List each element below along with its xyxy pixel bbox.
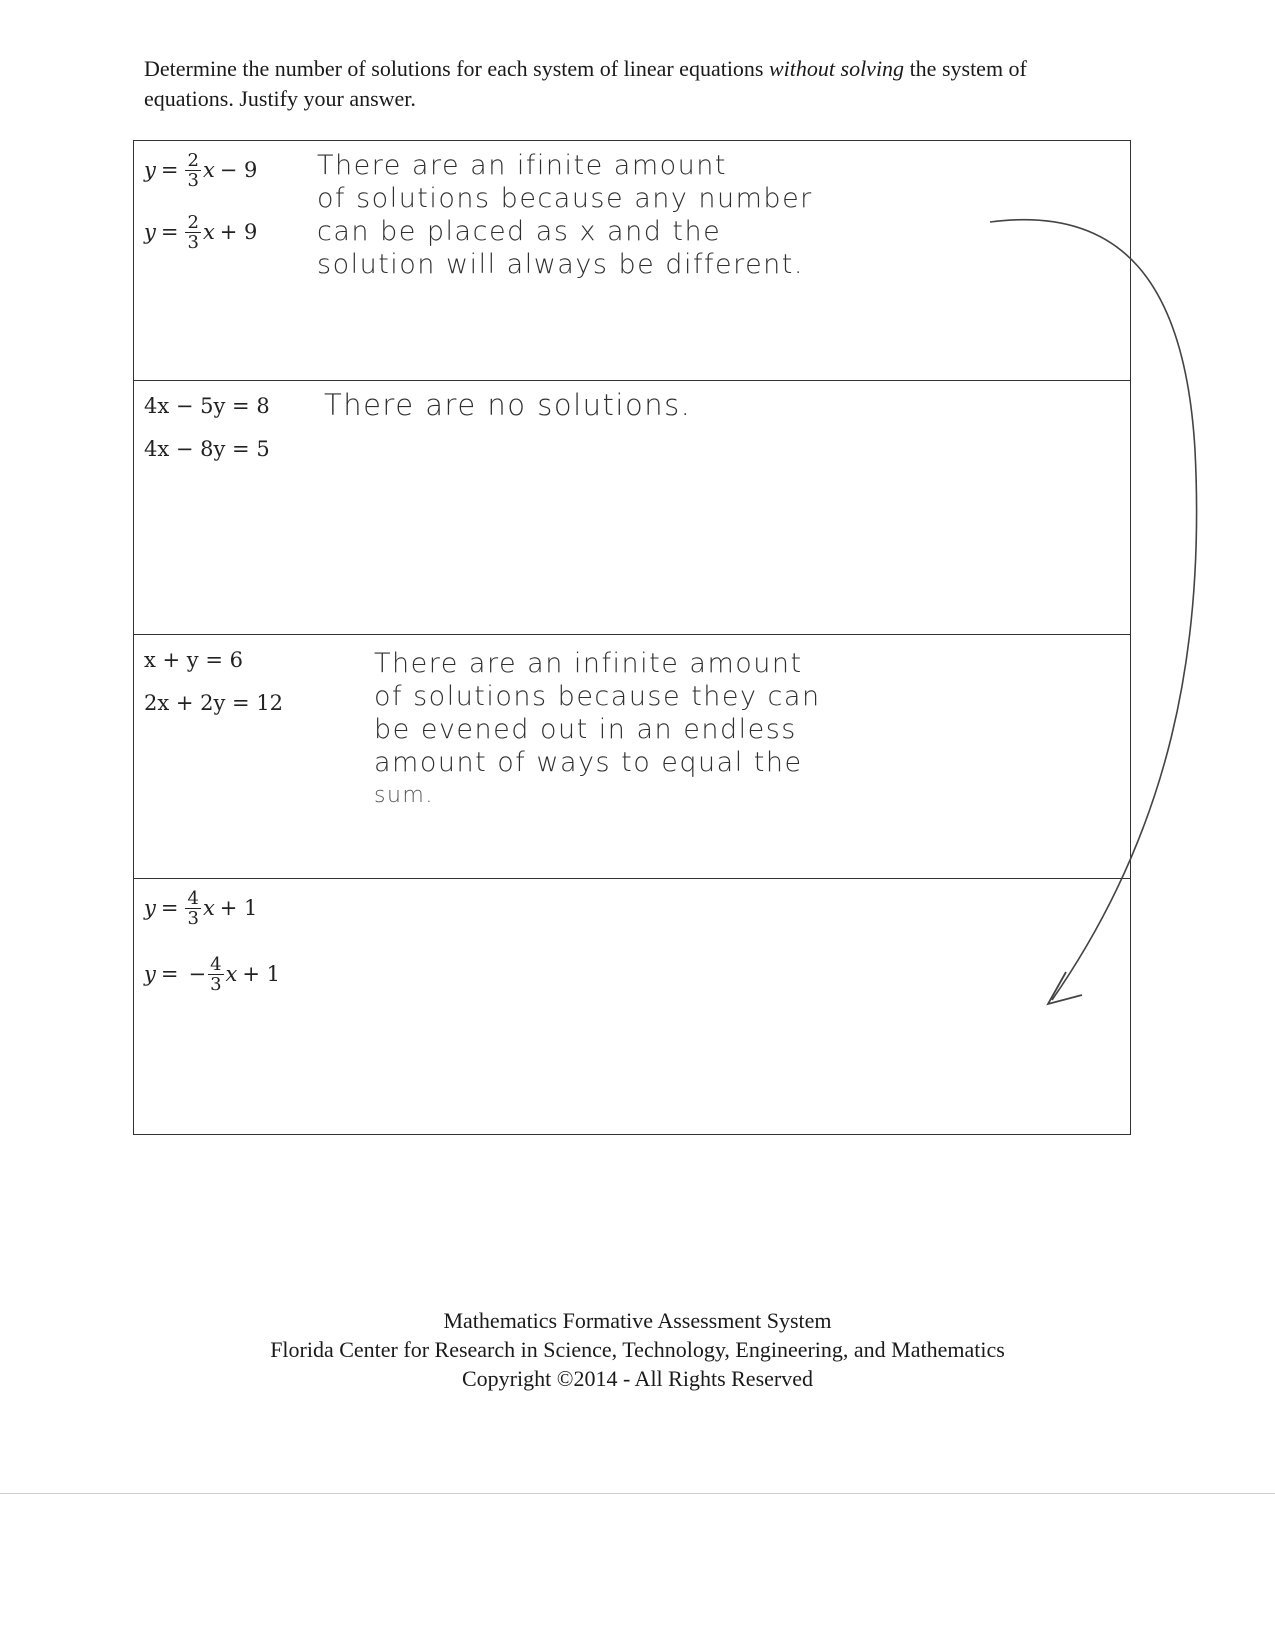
fraction: $\frac{4}{3}$ bbox=[210, 953, 222, 995]
handwritten-answer-2: There are no solutions. bbox=[324, 388, 692, 422]
problems-table bbox=[133, 140, 1131, 1135]
equation-3b: 2x + 2y = 12 bbox=[144, 691, 284, 715]
equation-system-3 bbox=[144, 637, 283, 726]
equation-2a: 4x − 5y = 8 bbox=[144, 394, 270, 418]
footer-line-1: Mathematics Formative Assessment System bbox=[443, 1308, 832, 1333]
equation-system-1 bbox=[144, 147, 257, 255]
equation-1b: y = $\frac{2}{3}$ x + 9 bbox=[144, 211, 258, 253]
handwritten-answer-3: There are an infinite amount of solutions because they can be evened out in an endless amount of ways to equal the sum. bbox=[374, 648, 821, 808]
problem-row-2 bbox=[134, 381, 1130, 635]
equation-4b: y = − $\frac{4}{3}$ x + 1 bbox=[144, 953, 281, 995]
equation-4a: y = $\frac{4}{3}$ x + 1 bbox=[144, 887, 258, 929]
equation-1a: y = $\frac{2}{3}$ x − 9 bbox=[144, 149, 258, 191]
handwritten-answer-1: There are an ifinite amount of solutions because any number can be placed as x and the solution will always be different. bbox=[317, 150, 813, 280]
equation-system-2 bbox=[144, 383, 270, 472]
problem-row-1 bbox=[134, 141, 1130, 381]
equation-2b: 4x − 8y = 5 bbox=[144, 437, 270, 461]
fraction: $\frac{2}{3}$ bbox=[187, 211, 199, 253]
fraction: $\frac{4}{3}$ bbox=[187, 887, 199, 929]
problem-row-3 bbox=[134, 635, 1130, 879]
instructions-text-2: the system of equations. Justify your answer. bbox=[144, 56, 1027, 111]
footer-line-3: Copyright ©2014 - All Rights Reserved bbox=[462, 1366, 813, 1391]
problem-row-4 bbox=[134, 879, 1130, 1134]
instructions-text-1: Determine the number of solutions for each system of linear equations bbox=[144, 56, 769, 81]
equation-3a: x + y = 6 bbox=[144, 648, 243, 672]
footer-line-2: Florida Center for Research in Science, Technology, Engineering, and Mathematics bbox=[270, 1337, 1005, 1362]
footer bbox=[0, 1306, 1275, 1393]
equation-system-4 bbox=[144, 885, 280, 997]
fraction: $\frac{2}{3}$ bbox=[187, 149, 199, 191]
scan-edge-line bbox=[0, 1493, 1275, 1494]
instructions-emphasis: without solving bbox=[769, 56, 905, 81]
instructions bbox=[144, 54, 1074, 114]
